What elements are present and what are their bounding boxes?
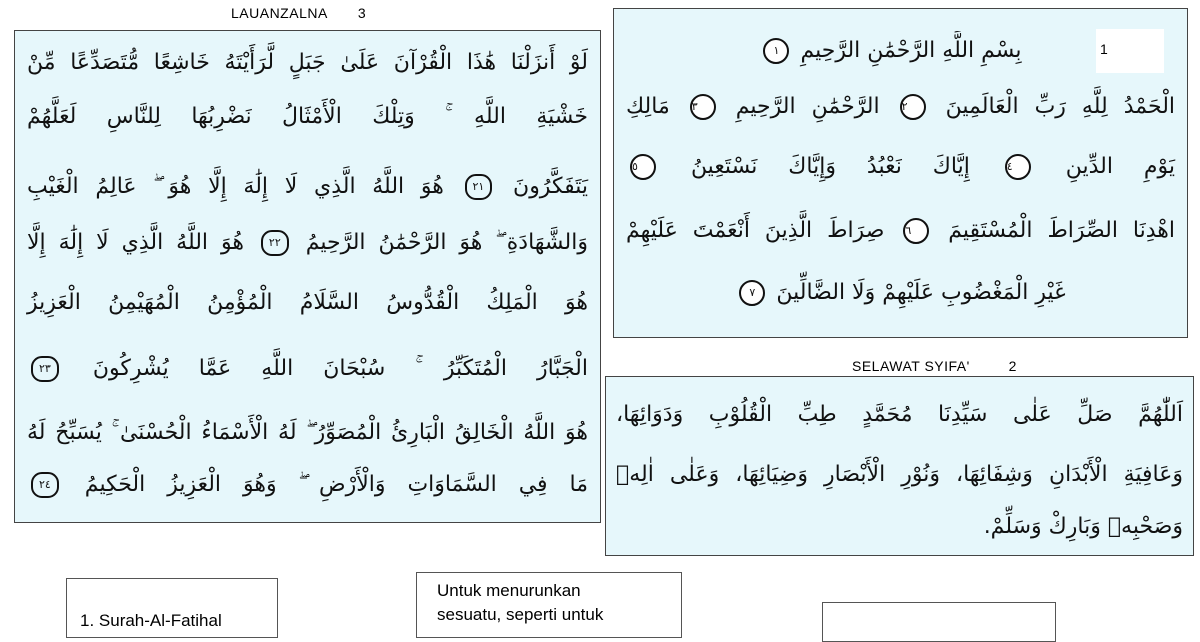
- lauanzalna-title: LAUANZALNA: [231, 5, 328, 21]
- selawat-number: 2: [1008, 358, 1017, 374]
- lauanzalna-caption: [231, 5, 366, 21]
- lauanzalna-line-6: الْجَبَّارُ الْمُتَكَبِّرُ ۚ سُبْحَانَ اللَّهِ عَمَّا يُشْرِكُونَ ٢٣: [15, 347, 600, 391]
- surah-box-text: 1. Surah-Al-Fatihal: [80, 611, 222, 630]
- ayah-marker-1: ١: [763, 38, 789, 64]
- lauanzalna-line-4: وَالشَّهَادَةِ ۖ هُوَ الرَّحْمَٰنُ الرَّحِيمُ ٢٢ هُوَ اللَّهُ الَّذِي لَا إِلَٰهَ إِلَّا: [27, 230, 588, 255]
- fatiha-basmala: بِسْمِ اللَّهِ الرَّحْمَٰنِ الرَّحِيمِ ١: [714, 31, 1067, 71]
- ayah-marker-22: ٢٢: [261, 230, 289, 256]
- ayah-marker-4: ٤: [1005, 154, 1031, 180]
- ayah-marker-24: ٢٤: [31, 472, 59, 498]
- ayah-marker-5: ٥: [630, 154, 656, 180]
- empty-box: [822, 602, 1056, 642]
- fatiha-line-1: الْحَمْدُ لِلَّهِ رَبِّ الْعَالَمِينَ ٢ الرَّحْمَٰنِ الرَّحِيمِ ٣ مَالِكِ: [626, 94, 1176, 119]
- fatiha-line-3: اهْدِنَا الصِّرَاطَ الْمُسْتَقِيمَ ٦ صِرَاطَ الَّذِينَ أَنْعَمْتَ عَلَيْهِمْ: [626, 218, 1175, 243]
- lauanzalna-line-3: يَتَفَكَّرُونَ ٢١ هُوَ اللَّهُ الَّذِي لَا إِلَٰهَ إِلَّا هُوَ ۖ عَالِمُ الْغَيْبِ: [27, 174, 588, 199]
- surah-box: [66, 578, 278, 638]
- lauanzalna-line-7: هُوَ اللَّهُ الْخَالِقُ الْبَارِئُ الْمُصَوِّرُ ۖ لَهُ الْأَسْمَاءُ الْحُسْنَىٰ ۚ يُسَبِّحُ لَهُ: [27, 420, 588, 445]
- lauanzalna-line-1: لَوْ أَنزَلْنَا هَٰذَا الْقُرْآنَ عَلَىٰ جَبَلٍ لَّرَأَيْتَهُ خَاشِعًا مُّتَصَدِّعًا مِّنْ: [27, 50, 588, 75]
- ayah-marker-7: ٧: [739, 280, 765, 306]
- lauanzalna-line-5: هُوَ الْمَلِكُ الْقُدُّوسُ السَّلَامُ الْمُؤْمِنُ الْمُهَيْمِنُ الْعَزِيزُ: [27, 290, 588, 315]
- fatiha-panel: [613, 8, 1188, 338]
- lauanzalna-line-2: خَشْيَةِ اللَّهِ ۚ وَتِلْكَ الْأَمْثَالُ نَضْرِبُهَا لِلنَّاسِ لَعَلَّهُمْ: [27, 104, 588, 129]
- fatiha-badge: 1: [1096, 29, 1164, 73]
- description-line-2: sesuatu, seperti untuk: [437, 605, 604, 624]
- selawat-panel: [605, 376, 1194, 556]
- description-line-1: Untuk menurunkan: [437, 581, 581, 600]
- lauanzalna-line-8: مَا فِي السَّمَاوَاتِ وَالْأَرْضِ ۖ وَهُوَ الْعَزِيزُ الْحَكِيمُ ٢٤: [15, 463, 600, 507]
- fatiha-line-2: يَوْمِ الدِّينِ ٤ إِيَّاكَ نَعْبُدُ وَإِيَّاكَ نَسْتَعِينُ ٥: [632, 154, 1175, 179]
- lauanzalna-panel: [14, 30, 601, 523]
- ayah-marker-21: ٢١: [465, 174, 493, 200]
- selawat-line-2: وَعَافِيَةِ الْأَبْدَانِ وَشِفَائِهَا، وَنُوْرِ الْأَبْصَارِ وَضِيَائِهَا، وَعَلٰى اٰلِهٖ: [616, 462, 1183, 487]
- ayah-marker-2: ٢: [900, 94, 926, 120]
- selawat-line-1: اَللّٰهُمَّ صَلِّ عَلٰى سَيِّدِنَا مُحَمَّدٍ طِبِّ الْقُلُوْبِ وَدَوَائِهَا،: [616, 402, 1183, 427]
- description-box: [416, 572, 682, 638]
- ayah-marker-3: ٣: [690, 94, 716, 120]
- ayah-marker-23: ٢٣: [31, 356, 59, 382]
- lauanzalna-number: 3: [357, 5, 367, 21]
- selawat-title: SELAWAT SYIFA': [852, 358, 970, 374]
- ayah-marker-6: ٦: [903, 218, 929, 244]
- fatiha-line-4: غَيْرِ الْمَغْضُوبِ عَلَيْهِمْ وَلَا الضَّالِّينَ ٧: [704, 271, 1097, 315]
- selawat-caption: [852, 358, 1017, 374]
- selawat-line-3: وَصَحْبِهٖ وَبَارِكْ وَسَلِّمْ.: [983, 514, 1183, 539]
